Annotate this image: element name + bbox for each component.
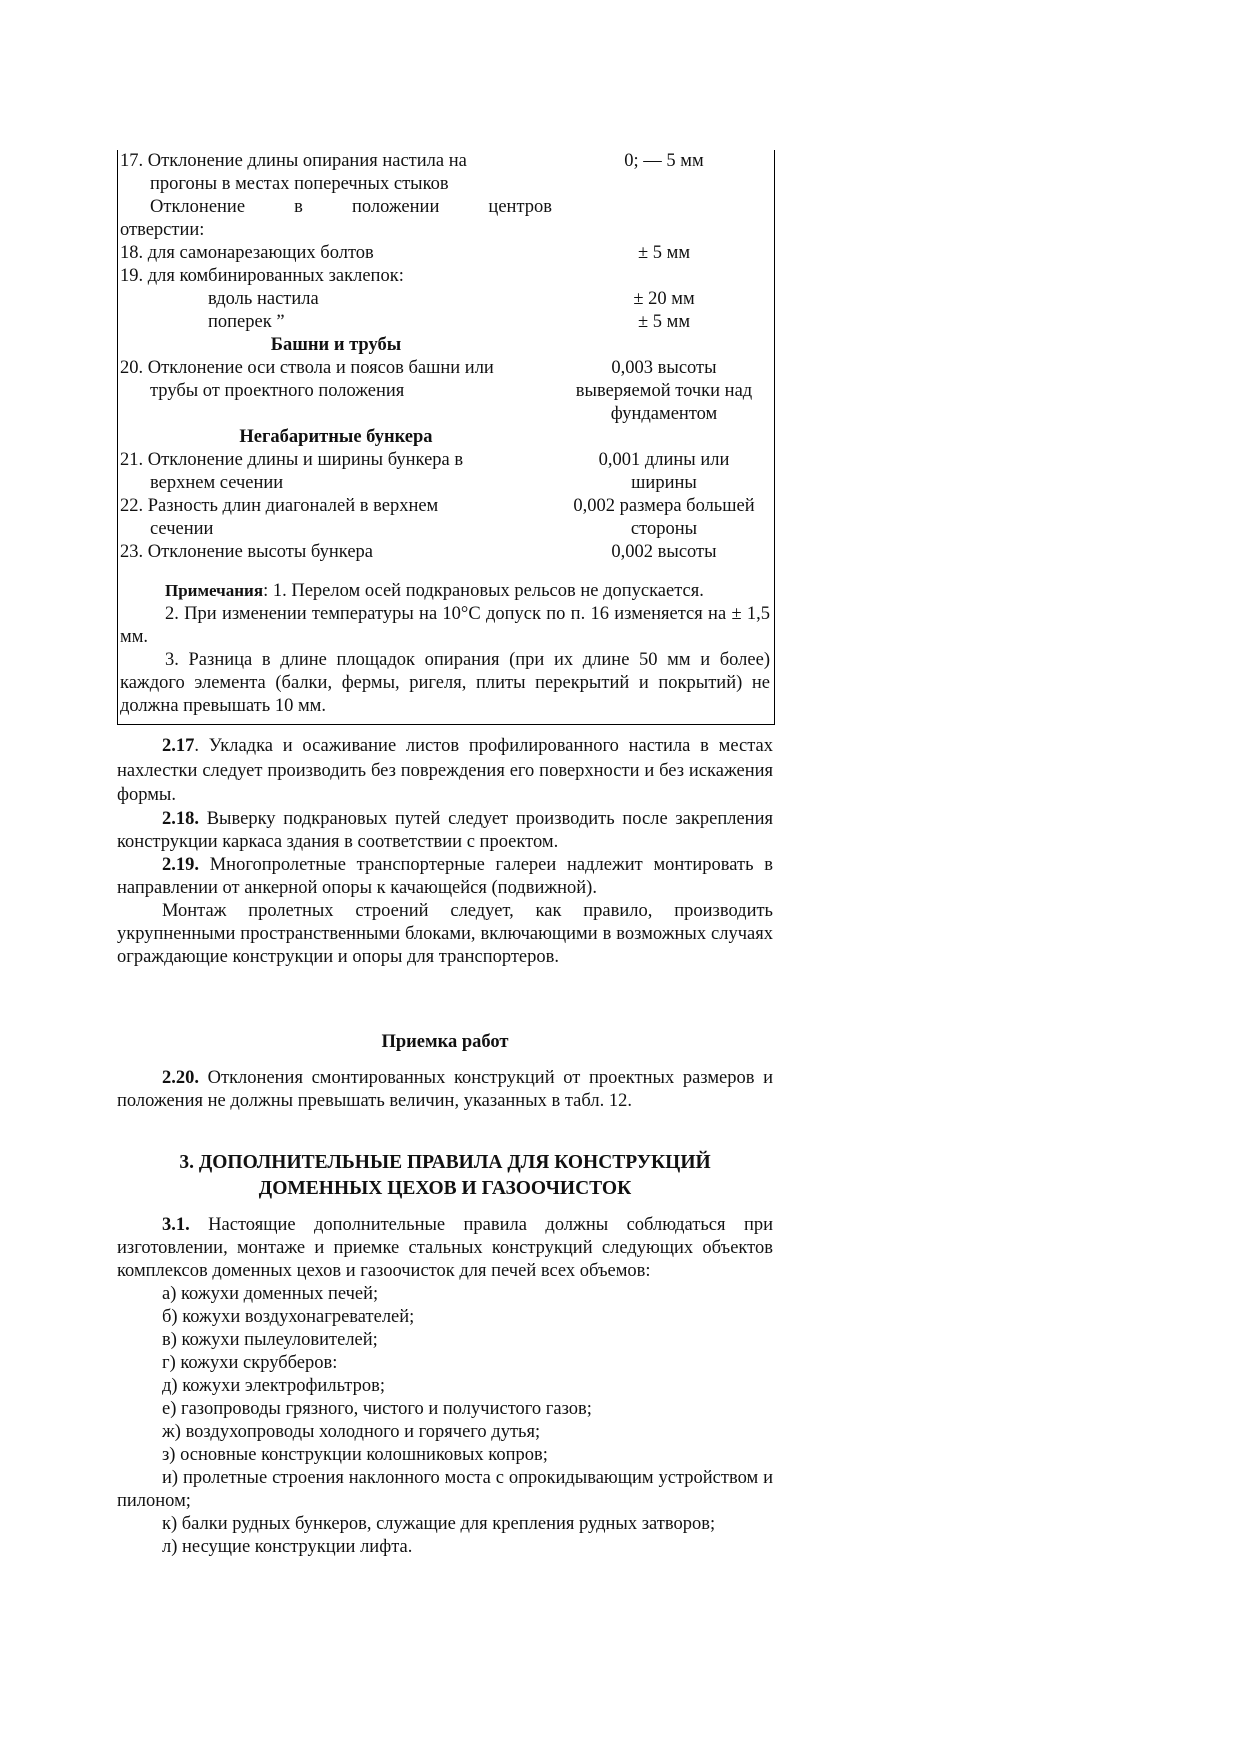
row-value: ± 5 мм (637, 243, 691, 263)
row-label-cont: сечении (150, 519, 214, 539)
list-item: з) основные конструкции колошниковых копров; (162, 1445, 548, 1465)
list-item: и) пролетные строения наклонного моста с опрокидывающим устройством и пилоном; (117, 1468, 773, 1511)
list-item: ж) воздухопроводы холодного и горячего дутья; (162, 1422, 541, 1442)
row-value: ± 20 мм (633, 289, 695, 309)
table-notes (120, 579, 770, 718)
list-item: г) кожухи скрубберов: (162, 1353, 338, 1373)
row-label: 17. Отклонение длины опирания настила на (120, 151, 467, 171)
notes-label: Примечания (165, 581, 264, 600)
row-label: 18. для самонарезающих болтов (120, 243, 374, 263)
heading-acceptance: Приемка работ (381, 1032, 509, 1052)
row-label-cont: трубы от проектного положения (150, 381, 405, 401)
tolerance-table (117, 150, 775, 725)
row-label: 23. Отклонение высоты бункера (120, 542, 373, 562)
paragraph-2-17: 2.17. Укладка и осаживание листов профилированного настила в местах нахлестки следует производить без повреждения его поверхности и без искажения формы. (117, 736, 773, 805)
row-value: 0,001 длины или (598, 450, 730, 470)
row-value-cont: ширины (631, 473, 697, 493)
list-item: б) кожухи воздухонагревателей; (162, 1307, 415, 1327)
row-value-cont: выверяемой точки над (575, 381, 753, 401)
list-item: к) балки рудных бункеров, служащие для крепления рудных затворов; (162, 1514, 716, 1534)
list-item: д) кожухи электрофильтров; (162, 1376, 385, 1396)
section-title-bunkers: Негабаритные бункера (239, 427, 433, 447)
row-value: 0; — 5 мм (624, 151, 704, 171)
row-label: 21. Отклонение длины и ширины бункера в (120, 450, 464, 470)
row-value-cont: стороны (630, 519, 698, 539)
row-label: 19. для комбинированных заклепок: (120, 266, 404, 286)
row-label-cont: отверстии: (120, 220, 205, 240)
row-label: Отклонение в положении центров (150, 197, 552, 217)
list-item: в) кожухи пылеуловителей; (162, 1330, 378, 1350)
list-item: л) несущие конструкции лифта. (162, 1537, 413, 1557)
heading-section-3: 3. ДОПОЛНИТЕЛЬНЫЕ ПРАВИЛА ДЛЯ КОНСТРУКЦИЙ ДОМЕННЫХ ЦЕХОВ И ГАЗООЧИСТОК (179, 1152, 711, 1199)
paragraph-2-19b: Монтаж пролетных строений следует, как правило, производить укрупненными пространственными блоками, включающими в возможных случаях ограждающие конструкции и опоры для транспортеров. (117, 900, 773, 967)
row-value: ± 5 мм (637, 312, 691, 332)
row-label: 22. Разность длин диагоналей в верхнем (120, 496, 439, 516)
row-value: 0,003 высоты (611, 358, 717, 378)
row-label: вдоль настила (208, 289, 319, 309)
paragraph-2-20: 2.20. Отклонения смонтированных конструкций от проектных размеров и положения не должны превышать величин, указанных в табл. 12. (117, 1068, 773, 1111)
body-text (117, 734, 773, 969)
row-label-cont: верхнем сечении (150, 473, 284, 493)
list-item: а) кожухи доменных печей; (162, 1284, 379, 1304)
paragraph-2-18: 2.18. Выверку подкрановых путей следует производить после закрепления конструкции каркаса здания в соответствии с проектом. (117, 808, 773, 852)
paragraph-2-19: 2.19. Многопролетные транспортерные галереи надлежит монтировать в направлении от анкерной опоры к качающейся (подвижной). (117, 854, 773, 898)
list-item: е) газопроводы грязного, чистого и получистого газов; (162, 1399, 592, 1419)
note-2: 2. При изменении температуры на 10°С допуск по п. 16 изменяется на ± 1,5 мм. (120, 604, 770, 647)
row-value-cont: фундаментом (610, 404, 718, 424)
paragraph-3-1: 3.1. Настоящие дополнительные правила должны соблюдаться при изготовлении, монтаже и приемке стальных конструкций следующих объектов комплексов доменных цехов и газоочисток для печей всех объемов: (117, 1215, 773, 1281)
note-3: 3. Разница в длине площадок опирания (при их длине 50 мм и более) каждого элемента (балки, фермы, ригеля, плиты перекрытий и покрытий) не должна превышать 10 мм. (120, 650, 770, 716)
row-value: 0,002 высоты (611, 542, 717, 562)
section-title-towers: Башни и трубы (270, 335, 402, 355)
row-label-cont: прогоны в местах поперечных стыков (150, 174, 449, 194)
row-value: 0,002 размера большей (573, 496, 755, 516)
row-label: поперек ” (208, 312, 285, 332)
row-label: 20. Отклонение оси ствола и поясов башни или (120, 358, 494, 378)
note-1: : 1. Перелом осей подкрановых рельсов не допускается. (263, 581, 704, 601)
